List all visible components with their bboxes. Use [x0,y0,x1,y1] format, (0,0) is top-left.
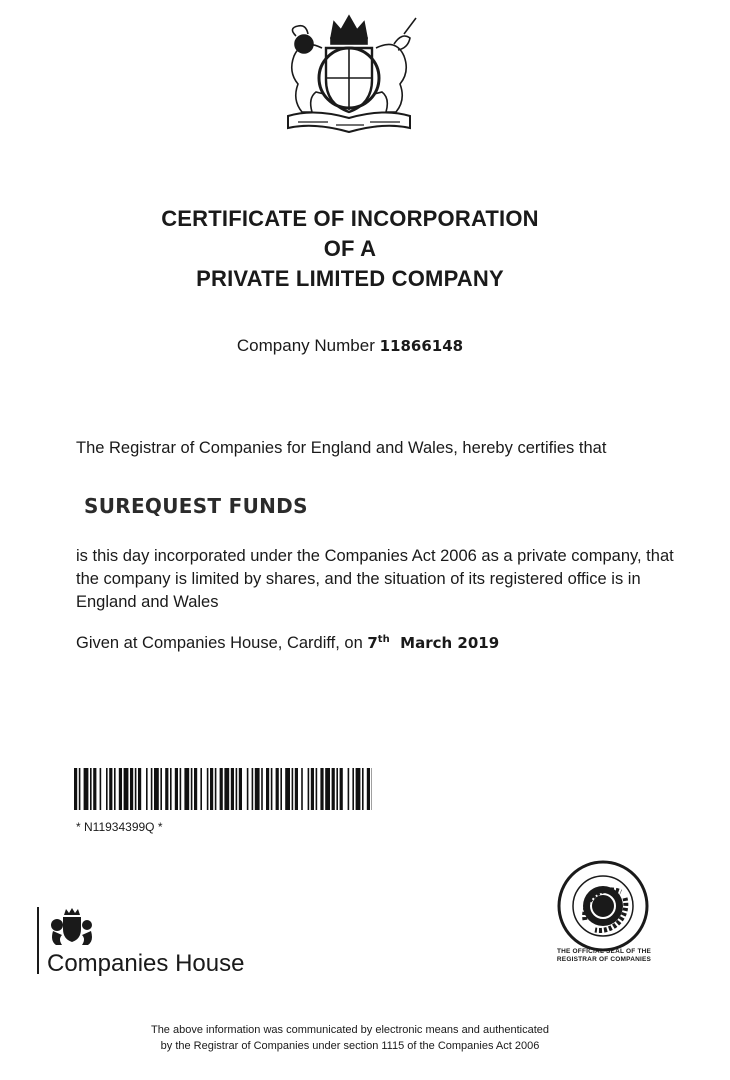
given-month-year: March 2019 [400,634,500,652]
given-day-suffix: th [377,634,390,645]
seal-caption-line-2: REGISTRAR OF COMPANIES [556,956,652,963]
companies-house-crest-icon [48,907,92,947]
issuer-divider [37,907,39,974]
incorporation-paragraph: is this day incorporated under the Companies Act 2006 as a private company, that the company is limited by shares, and the situation of its registered office is in England and Wales [76,547,674,611]
footer-line-1: The above information was communicated by electronic means and authenticated [150,1024,550,1036]
given-at-line [76,634,499,653]
certificate-title-line-2: OF A [323,236,377,261]
footer-note [0,1022,700,1054]
companies-house-name: Companies House [47,950,245,977]
seal-caption-line-1: THE OFFICIAL SEAL OF THE [556,948,652,955]
official-seal-icon [555,858,651,954]
seal-caption [520,948,688,964]
royal-coat-of-arms-icon [274,8,424,136]
company-number-label: Company Number [236,336,375,355]
barcode-text: * N11934399Q * [76,820,163,834]
footer-line-2: by the Registrar of Companies under section 1115 of the Companies Act 2006 [160,1040,540,1052]
certificate-title-line-3: PRIVATE LIMITED COMPANY [196,266,504,291]
company-name: SUREQUEST FUNDS [84,494,308,518]
given-date [367,634,499,652]
given-at-text: Given at Companies House, Cardiff, on [76,634,363,652]
company-number-line [0,336,700,356]
barcode [74,768,372,810]
certifies-paragraph: The Registrar of Companies for England and Wales, hereby certifies that [76,439,607,457]
company-number-value: 11866148 [379,337,464,355]
given-day: 7 [367,634,378,652]
certificate-title-line-1: CERTIFICATE OF INCORPORATION [161,206,539,231]
